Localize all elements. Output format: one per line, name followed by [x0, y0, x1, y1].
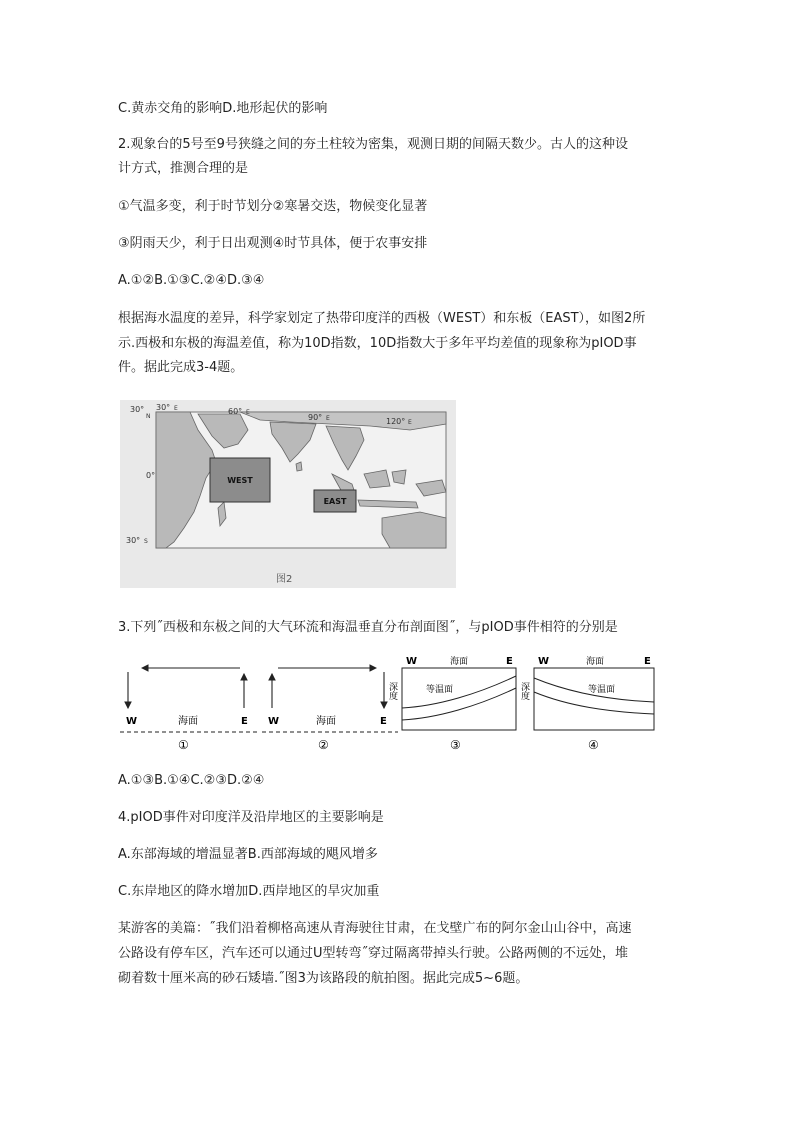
diagram-2	[262, 668, 398, 752]
lon-30e-label: 30°	[156, 403, 171, 412]
lon-120e-label: 120°	[386, 417, 406, 426]
q2-stem-line1: 2.观象台的5号至9号狭缝之间的夯土柱较为密集，观测日期的间隔天数少。古人的这种设	[118, 137, 628, 152]
d1-num: ①	[178, 738, 189, 752]
d2-sea: 海面	[316, 716, 336, 727]
q3-choices: A.①③B.①④C.②③D.②④	[118, 773, 265, 788]
d4-depth: 深度	[519, 682, 529, 700]
q4-options-ab: A.东部海域的增温显著B.西部海域的飓风增多	[118, 847, 378, 862]
lon-60e-label: 60°	[228, 407, 243, 416]
d2-w: W	[268, 716, 280, 727]
lon-30e-hem: E	[174, 405, 178, 412]
d4-sea: 海面	[586, 657, 605, 667]
q1-options-cd: C.黄赤交角的影响D.地形起伏的影响	[118, 101, 328, 116]
q3-diagrams	[118, 652, 663, 752]
lon-90e-label: 90°	[308, 413, 323, 422]
lon-90e-hem: E	[326, 415, 330, 422]
d3-iso: 等温面	[426, 685, 454, 695]
q4-options-cd: C.东岸地区的降水增加D.西岸地区的旱灾加重	[118, 884, 380, 899]
d3-sea: 海面	[450, 657, 469, 667]
intro-34-line3: 件。据此完成3-4题。	[118, 360, 244, 375]
d3-w: W	[406, 656, 418, 667]
east-label: EAST	[323, 497, 347, 506]
lon-120e-hem: E	[408, 419, 412, 426]
lat-30s-hem: S	[144, 538, 148, 545]
lon-60e-hem: E	[246, 409, 250, 416]
q2-stem-line2: 计方式，推测合理的是	[118, 161, 249, 176]
lat-30s-label: 30°	[126, 536, 141, 545]
q4-stem: 4.pIOD事件对印度洋及沿岸地区的主要影响是	[118, 810, 384, 825]
lat-30n-hem: N	[146, 413, 151, 420]
d4-w: W	[538, 656, 550, 667]
diagram-3	[387, 655, 516, 752]
d1-w: W	[126, 716, 138, 727]
q3-stem: 3.下列˝西极和东极之间的大气环流和海温垂直分布剖面图˝，与pIOD事件相符的分别是	[118, 620, 618, 635]
diagram-1	[120, 668, 258, 752]
diagram-4	[519, 655, 654, 752]
q2-statements-12: ①气温多变，利于时节划分②寒暑交迭，物候变化显著	[118, 199, 428, 214]
d4-iso: 等温面	[588, 685, 616, 695]
intro-34-line1: 根据海水温度的差异，科学家划定了热带印度洋的西极（WEST）和东板（EAST），如图2所	[118, 311, 646, 326]
d2-num: ②	[318, 738, 329, 752]
d3-depth: 深度	[387, 682, 397, 700]
west-label: WEST	[227, 476, 253, 485]
figure-2-map	[120, 400, 456, 588]
intro-56-line1: 某游客的美篇：˝我们沿着柳格高速从青海驶往甘肃，在戈壁广布的阿尔金山山谷中，高速	[118, 921, 632, 936]
d1-e: E	[241, 716, 248, 727]
d3-num: ③	[450, 738, 461, 752]
d4-e: E	[644, 656, 651, 667]
lat-30n-label: 30°	[130, 405, 145, 414]
d2-e: E	[380, 716, 387, 727]
intro-56-line2: 公路设有停车区，汽车还可以通过U型转弯˝穿过隔离带掉头行驶。公路两侧的不远处，堆	[118, 946, 629, 961]
d4-num: ④	[588, 738, 599, 752]
figure-2-caption: 图2	[276, 574, 293, 585]
intro-34-line2: 示.西极和东极的海温差值，称为10D指数，10D指数大于多年平均差值的现象称为pIOD事	[118, 336, 637, 351]
intro-56-line3: 砌着数十厘米高的砂石矮墙.˝图3为该路段的航拍图。据此完成5~6题。	[118, 971, 529, 986]
d3-e: E	[506, 656, 513, 667]
lat-0-label: 0°	[146, 471, 156, 480]
q2-choices: A.①②B.①③C.②④D.③④	[118, 273, 265, 288]
d1-sea: 海面	[178, 716, 198, 727]
q2-statements-34: ③阴雨天少，利于日出观测④时节具体，便于农事安排	[118, 236, 428, 251]
